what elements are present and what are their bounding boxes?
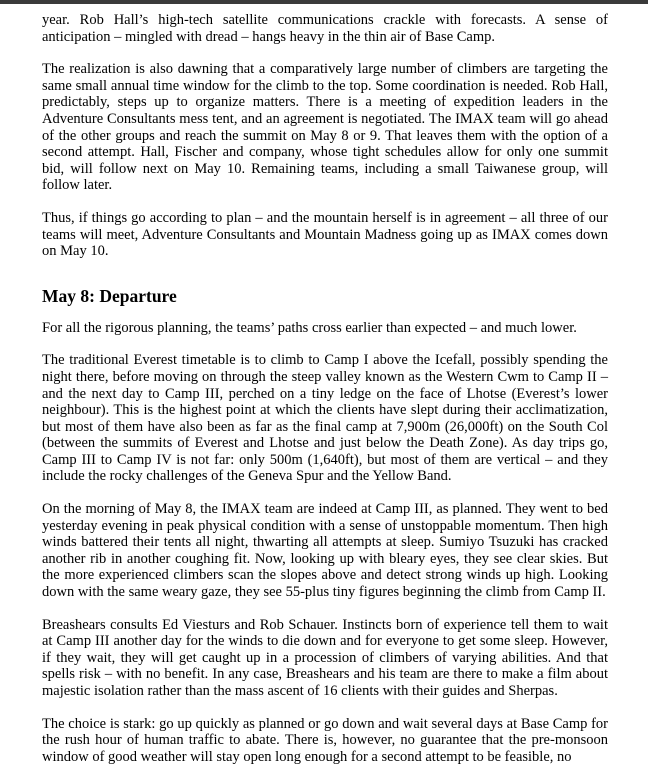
paragraph-teams-will-meet: Thus, if things go according to plan – and the mountain herself is in agreement – all three of our teams will meet, Adventure Consultants and Mountain Madness going up as IMAX comes down on May 10. [42, 209, 608, 260]
paragraph-imax-camp-three: On the morning of May 8, the IMAX team are indeed at Camp III, as planned. They went to bed yesterday evening in peak physical condition with a sense of unstoppable momentum. Then high winds battered their tents all night, thwarting all attempts at sleep. Sumiyo Tsuzuki has cracked another rib in another coughing fit. Now, looking up with bleary eyes, they see clear skies. But the more experienced climbers scan the slopes above and detect strong winds up high. Looking down with the same weary gaze, they see 55-plus tiny figures beginning the climb from Camp II. [42, 501, 608, 601]
paragraph-base-camp-forecasts: year. Rob Hall’s high-tech satellite communications crackle with forecasts. A sense of anticipation – mingled with dread – hangs heavy in the thin air of Base Camp. [42, 12, 608, 45]
document-page [42, 12, 608, 781]
paragraph-coordination-agreement: The realization is also dawning that a comparatively large number of climbers are targeting the same small annual time window for the climb to the top. Some coordination is needed. Rob Hall, predictably, steps up to organize matters. There is a meeting of expedition leaders in the Adventure Consultants mess tent, and an agreement is negotiated. The IMAX team will go ahead of the other groups and reach the summit on May 8 or 9. That leaves them with the option of a second attempt. Hall, Fischer and company, whose tight schedules allow for only one summit bid, will follow next on May 10. Remaining teams, including a small Taiwanese group, will follow later. [42, 61, 608, 194]
paragraph-breashears-consults: Breashears consults Ed Viesturs and Rob Schauer. Instincts born of experience tell them to wait at Camp III another day for the winds to die down and for everyone to get some sleep. However, if they wait, they will get caught up in a procession of climbers of varying abilities. And that spells risk – with no benefit. In any case, Breashears and his team are there to make a film about majestic isolation rather than the mass ascent of 16 clients with their guides and Sherpas. [42, 616, 608, 699]
paragraph-everest-timetable: The traditional Everest timetable is to climb to Camp I above the Icefall, possibly spending the night there, before moving on through the steep valley known as the Western Cwm to Camp II – and the next day to Camp III, perched on a tiny ledge on the face of Lhotse (Everest’s lower neighbour). This is the highest point at which the clients have slept during their acclimatization, but most of them have also been as far as the final camp at 7,900m (26,000ft) on the South Col (between the summits of Everest and Lhotse and just below the Death Zone). As day trips go, Camp III to Camp IV is not far: only 500m (1,640ft), but most of them are vertical – and they include the rocky challenges of the Geneva Spur and the Yellow Band. [42, 352, 608, 485]
page-top-border [0, 0, 648, 4]
paragraph-stark-choice: The choice is stark: go up quickly as planned or go down and wait several days at Base Camp for the rush hour of human traffic to abate. There is, however, no guarantee that the pre-monsoon window of good weather will stay open long enough for a second attempt to be feasible, no [42, 715, 608, 765]
paragraph-paths-cross: For all the rigorous planning, the teams’ paths cross earlier than expected – and much lower. [42, 319, 577, 336]
section-heading: May 8: Departure [42, 285, 177, 306]
